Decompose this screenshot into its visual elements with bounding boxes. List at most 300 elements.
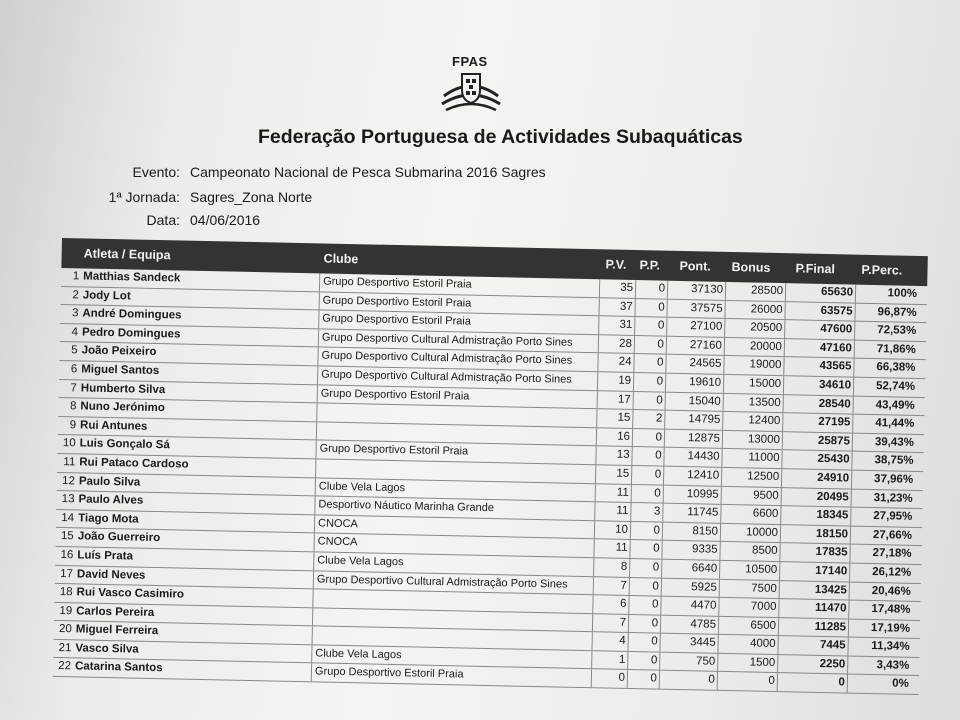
cell-pp: 0 [657,319,665,332]
cell-rank: 8 [69,400,77,413]
cell-pont: 19610 [689,376,722,389]
cell-pont: 27160 [689,338,723,352]
cell-final: 18150 [815,527,849,541]
column-divider [317,348,318,366]
cell-final: 24910 [817,471,850,485]
column-divider [666,336,667,354]
cell-athlete: Rui Pataco Cardoso [79,456,189,471]
cell-bonus: 8500 [751,544,778,558]
column-divider [632,429,633,447]
column-divider [664,411,665,429]
cell-athlete: Luis Gonçalo Sá [79,437,170,452]
column-divider [315,441,316,459]
cell-rank: 15 [60,530,74,543]
column-divider [593,540,594,558]
column-divider [319,273,320,291]
column-divider [592,595,593,613]
cell-club: CNOCA [317,517,358,530]
cell-final: 65630 [820,285,854,299]
column-divider [666,318,667,336]
column-divider [665,355,666,373]
column-divider [778,618,779,636]
header-pv: P.V. [605,257,627,272]
cell-perc: 3,43% [876,659,910,672]
column-divider [854,322,855,340]
column-divider [854,340,855,358]
cell-athlete: Tiago Mota [78,512,139,526]
cell-pv: 13 [616,449,630,462]
cell-rank: 6 [70,363,78,376]
meta-value-evento: Campeonato Nacional de Pesca Submarina 2016 Sagres [190,164,546,180]
meta-evento [0,164,900,184]
cell-club: Clube Vela Lagos [315,647,402,662]
cell-pv: 37 [619,300,633,313]
cell-pp: 0 [658,301,665,314]
cell-pp: 0 [657,338,665,351]
cell-pp: 0 [653,524,661,537]
column-divider [783,376,784,394]
cell-bonus: 4000 [749,637,776,651]
header-pp: P.P. [639,258,661,273]
column-divider [847,675,848,693]
meta-jornada [0,189,900,209]
cell-perc: 27,18% [872,547,912,561]
column-divider [780,506,781,524]
cell-pp: 0 [651,635,658,648]
column-divider [853,378,854,396]
column-divider [663,467,664,485]
column-divider [634,336,635,354]
cell-athlete: Carlos Pereira [76,605,155,619]
cell-final: 2250 [819,657,846,671]
column-divider [851,471,852,489]
cell-perc: 20,46% [871,584,911,598]
cell-pv: 17 [617,393,631,406]
cell-club: Grupo Desportivo Estoril Praia [323,275,472,291]
page-title: Federação Portuguesa de Actividades Subaquáticas [258,126,743,148]
column-divider [592,614,593,632]
column-divider [722,431,723,449]
cell-rank: 19 [59,604,73,617]
cell-perc: 72,53% [877,324,917,338]
column-divider [315,459,316,477]
column-divider [659,634,660,652]
column-divider [663,448,664,466]
column-divider [847,638,848,656]
cell-club: Grupo Desportivo Cultural Admistração Porto Sines [316,572,568,591]
column-divider [314,515,315,533]
cell-pont: 24565 [689,357,722,371]
table-body [53,268,927,695]
cell-club: Clube Vela Lagos [317,554,404,569]
cell-rank: 1 [72,270,80,283]
cell-club: Grupo Desportivo Cultural Admistração Porto Sines [321,331,573,349]
column-divider [850,526,851,544]
cell-rank: 14 [61,511,75,525]
cell-final: 18345 [816,508,849,522]
column-divider [717,654,718,672]
cell-pont: 8150 [692,524,719,538]
column-divider [597,391,598,409]
column-divider [785,283,786,301]
cell-final: 63575 [820,304,853,318]
cell-final: 28540 [818,397,851,411]
column-divider [847,656,848,674]
meta-value-data: 04/06/2016 [190,212,261,228]
cell-pv: 7 [619,616,627,629]
column-divider [783,358,784,376]
cell-bonus: 11000 [748,451,780,465]
cell-athlete: Miguel Ferreira [75,623,159,638]
column-divider [717,672,718,690]
column-divider [852,396,853,414]
cell-pont: 4470 [690,599,717,612]
cell-perc: 11,34% [871,640,910,654]
cell-rank: 2 [72,288,79,301]
cell-pont: 3445 [689,636,716,650]
cell-pp: 0 [655,431,663,444]
column-divider [593,577,594,595]
cell-pv: 19 [618,374,632,387]
column-divider [633,354,634,372]
cell-perc: 17,48% [871,603,911,616]
column-divider [781,488,782,506]
column-divider [724,300,725,318]
column-divider [628,596,629,614]
column-divider [662,522,663,540]
column-divider [850,508,851,526]
cell-rank: 17 [60,567,74,580]
column-divider [635,280,636,298]
column-divider [598,316,599,334]
meta-value-jornada: Sagres_Zona Norte [190,189,313,205]
column-divider [852,433,853,451]
cell-pont: 14430 [687,450,720,464]
cell-rank: 13 [61,493,75,506]
column-divider [784,302,785,320]
cell-pp: 0 [652,561,660,574]
column-divider [723,393,724,411]
cell-bonus: 19000 [749,358,782,372]
cell-pp: 0 [653,542,660,555]
cell-athlete: Paulo Silva [78,474,141,489]
cell-rank: 10 [62,437,76,450]
cell-perc: 27,66% [872,528,913,542]
cell-perc: 17,19% [870,621,911,635]
cell-pont: 0 [708,674,716,687]
cell-pp: 0 [656,356,664,369]
column-divider [778,599,779,617]
column-divider [725,282,726,300]
cell-club: Grupo Desportivo Cultural Admistração Porto Sines [321,368,572,386]
cell-perc: 27,95% [873,510,913,523]
cell-bonus: 10000 [745,526,779,539]
cell-club: Grupo Desportivo Estoril Praia [322,312,472,328]
cell-bonus: 15000 [748,377,782,391]
column-divider [311,664,312,682]
column-divider [717,635,718,653]
cell-pont: 37575 [690,301,723,315]
cell-pp: 0 [655,449,662,462]
cell-pv: 4 [619,635,626,648]
column-divider [779,581,780,599]
cell-perc: 31,23% [873,491,913,505]
cell-pv: 35 [620,281,634,294]
cell-final: 17835 [815,546,848,559]
cell-final: 27195 [818,416,851,429]
cell-bonus: 6500 [750,619,777,632]
cell-pv: 0 [618,672,626,685]
column-divider [719,579,720,597]
column-divider [627,633,628,651]
column-divider [722,412,723,430]
cell-pp: 0 [651,598,659,611]
column-divider [663,485,664,503]
column-divider [313,571,314,589]
cell-bonus: 13000 [747,433,781,446]
cell-pp: 0 [656,375,664,388]
column-divider [630,522,631,540]
cell-athlete: Paulo Alves [78,493,144,507]
cell-pont: 9335 [691,543,718,557]
cell-pv: 31 [619,318,633,332]
column-divider [627,670,628,688]
cell-final: 43565 [819,360,852,373]
cell-pv: 7 [620,579,627,592]
column-divider [631,466,632,484]
cell-bonus: 20000 [749,340,783,353]
cell-pv: 1 [618,653,626,666]
column-divider [595,484,596,502]
cell-perc: 100% [887,287,918,300]
column-divider [777,655,778,673]
column-divider [718,598,719,616]
cell-perc: 38,75% [874,454,914,468]
header-club: Clube [323,251,359,267]
cell-rank: 16 [60,548,74,562]
cell-athlete: Nuno Jerónimo [80,400,165,415]
cell-club: CNOCA [317,535,358,549]
cell-perc: 66,38% [876,361,916,375]
column-divider [598,298,599,316]
column-divider [634,317,635,335]
column-divider [718,617,719,635]
column-divider [665,374,666,392]
cell-pont: 750 [695,655,716,668]
cell-pont: 6640 [691,562,718,575]
cell-pont: 15040 [688,394,721,408]
cell-final: 47160 [819,341,852,355]
column-divider [784,320,785,338]
column-divider [720,524,721,542]
logo-text: FPAS [452,54,488,69]
cell-athlete: André Domingues [82,307,182,322]
cell-pv: 10 [615,523,629,536]
cell-pont: 14795 [688,413,721,426]
cell-athlete: Humberto Silva [80,381,166,396]
column-divider [851,489,852,507]
cell-pp: 0 [656,394,663,407]
cell-perc: 96,87% [877,305,917,319]
cell-final: 25430 [817,453,850,466]
column-divider [312,608,313,626]
column-divider [665,392,666,410]
column-divider [723,356,724,374]
column-divider [784,339,785,357]
column-divider [777,636,778,654]
cell-bonus: 9500 [753,489,779,502]
cell-club: Grupo Desportivo Estoril Praia [320,387,470,403]
cell-pp: 0 [654,486,661,500]
cell-bonus: 26000 [750,303,783,316]
column-divider [721,486,722,504]
cell-club: Clube Vela Lagos [318,479,406,494]
column-divider [853,359,854,377]
column-divider [629,540,630,558]
column-divider [724,319,725,337]
cell-pont: 10995 [686,487,719,501]
column-divider [316,422,317,440]
cell-perc: 37,96% [873,472,914,486]
meta-key-evento: Evento: [132,164,180,180]
cell-athlete: David Neves [76,567,146,582]
column-divider [661,541,662,559]
column-divider [660,615,661,633]
cell-final: 11285 [814,620,847,634]
cell-club: Desportivo Náutico Marinha Grande [318,498,495,515]
column-divider [781,469,782,487]
column-divider [630,503,631,521]
column-divider [313,552,314,570]
column-divider [852,415,853,433]
column-divider [848,619,849,637]
header-perc: P.Perc. [861,262,903,278]
cell-athlete: Luís Prata [77,549,134,563]
cell-rank: 20 [58,623,72,636]
cell-athlete: Catarina Santos [74,660,163,675]
cell-pv: 15 [616,467,630,480]
column-divider [317,366,318,384]
cell-bonus: 20500 [750,321,783,335]
column-divider [632,410,633,428]
meta-key-jornada: 1ª Jornada: [108,189,180,205]
column-divider [593,558,594,576]
cell-athlete: Matthias Sandeck [83,270,181,285]
column-divider [849,582,850,600]
column-divider [851,452,852,470]
cell-bonus: 10500 [745,563,778,576]
cell-club: Grupo Desportivo Estoril Praia [322,294,472,310]
column-divider [594,521,595,539]
column-divider [598,335,599,353]
cell-bonus: 6600 [752,507,779,521]
column-divider [595,447,596,465]
cell-perc: 0% [892,677,909,691]
column-divider [594,502,595,520]
cell-rank: 21 [58,641,72,655]
column-divider [315,478,316,496]
column-divider [780,525,781,543]
column-divider [783,395,784,413]
column-divider [596,409,597,427]
column-divider [597,372,598,390]
cell-final: 20495 [816,490,849,504]
column-divider [659,671,660,689]
column-divider [777,674,778,692]
results-table [53,238,928,695]
cell-club: Grupo Desportivo Estoril Praia [319,442,469,458]
cell-perc: 52,74% [875,380,916,393]
cell-athlete: Jody Lot [82,289,131,303]
cell-final: 13425 [814,583,847,597]
column-divider [629,577,630,595]
column-divider [597,354,598,372]
cell-athlete: Pedro Domingues [81,326,181,341]
cell-rank: 11 [63,456,76,469]
column-divider [631,485,632,503]
cell-final: 17140 [815,564,848,578]
column-divider [779,543,780,561]
cell-pv: 24 [618,356,632,369]
column-divider [849,545,850,563]
column-divider [595,465,596,483]
column-divider [312,627,313,645]
cell-pv: 8 [620,560,628,573]
column-divider [719,561,720,579]
cell-pp: 0 [650,654,658,667]
column-divider [721,468,722,486]
header-pont: Pont. [679,258,711,274]
header-final: P.Final [795,261,836,277]
cell-pont: 27100 [690,320,723,334]
column-divider [782,413,783,431]
column-divider [854,303,855,321]
header-bonus: Bonus [731,260,771,275]
cell-pv: 11 [616,504,629,518]
meta-key-data: Data: [146,212,180,228]
column-divider [667,281,668,299]
column-divider [591,670,592,688]
column-divider [661,560,662,578]
cell-perc: 71,86% [876,342,916,356]
cell-athlete: Rui Vasco Casimiro [76,586,185,601]
cell-pp: 0 [651,617,659,630]
column-divider [628,615,629,633]
meta-data [0,212,900,232]
column-divider [662,504,663,522]
cell-rank: 18 [59,586,73,599]
column-divider [781,450,782,468]
column-divider [659,652,660,670]
column-divider [633,392,634,410]
cell-bonus: 7000 [750,600,777,614]
column-divider [721,449,722,467]
column-divider [720,505,721,523]
column-divider [849,563,850,581]
column-divider [591,632,592,650]
cell-final: 7445 [819,639,846,652]
column-divider [627,652,628,670]
column-divider [319,292,320,310]
cell-pv: 16 [617,430,631,443]
column-divider [316,404,317,422]
cell-pp: 0 [654,468,662,481]
column-divider [318,311,319,329]
column-divider [312,589,313,607]
cell-athlete: Vasco Silva [75,642,139,656]
cell-bonus: 0 [768,675,775,688]
cell-pp: 0 [650,672,658,686]
